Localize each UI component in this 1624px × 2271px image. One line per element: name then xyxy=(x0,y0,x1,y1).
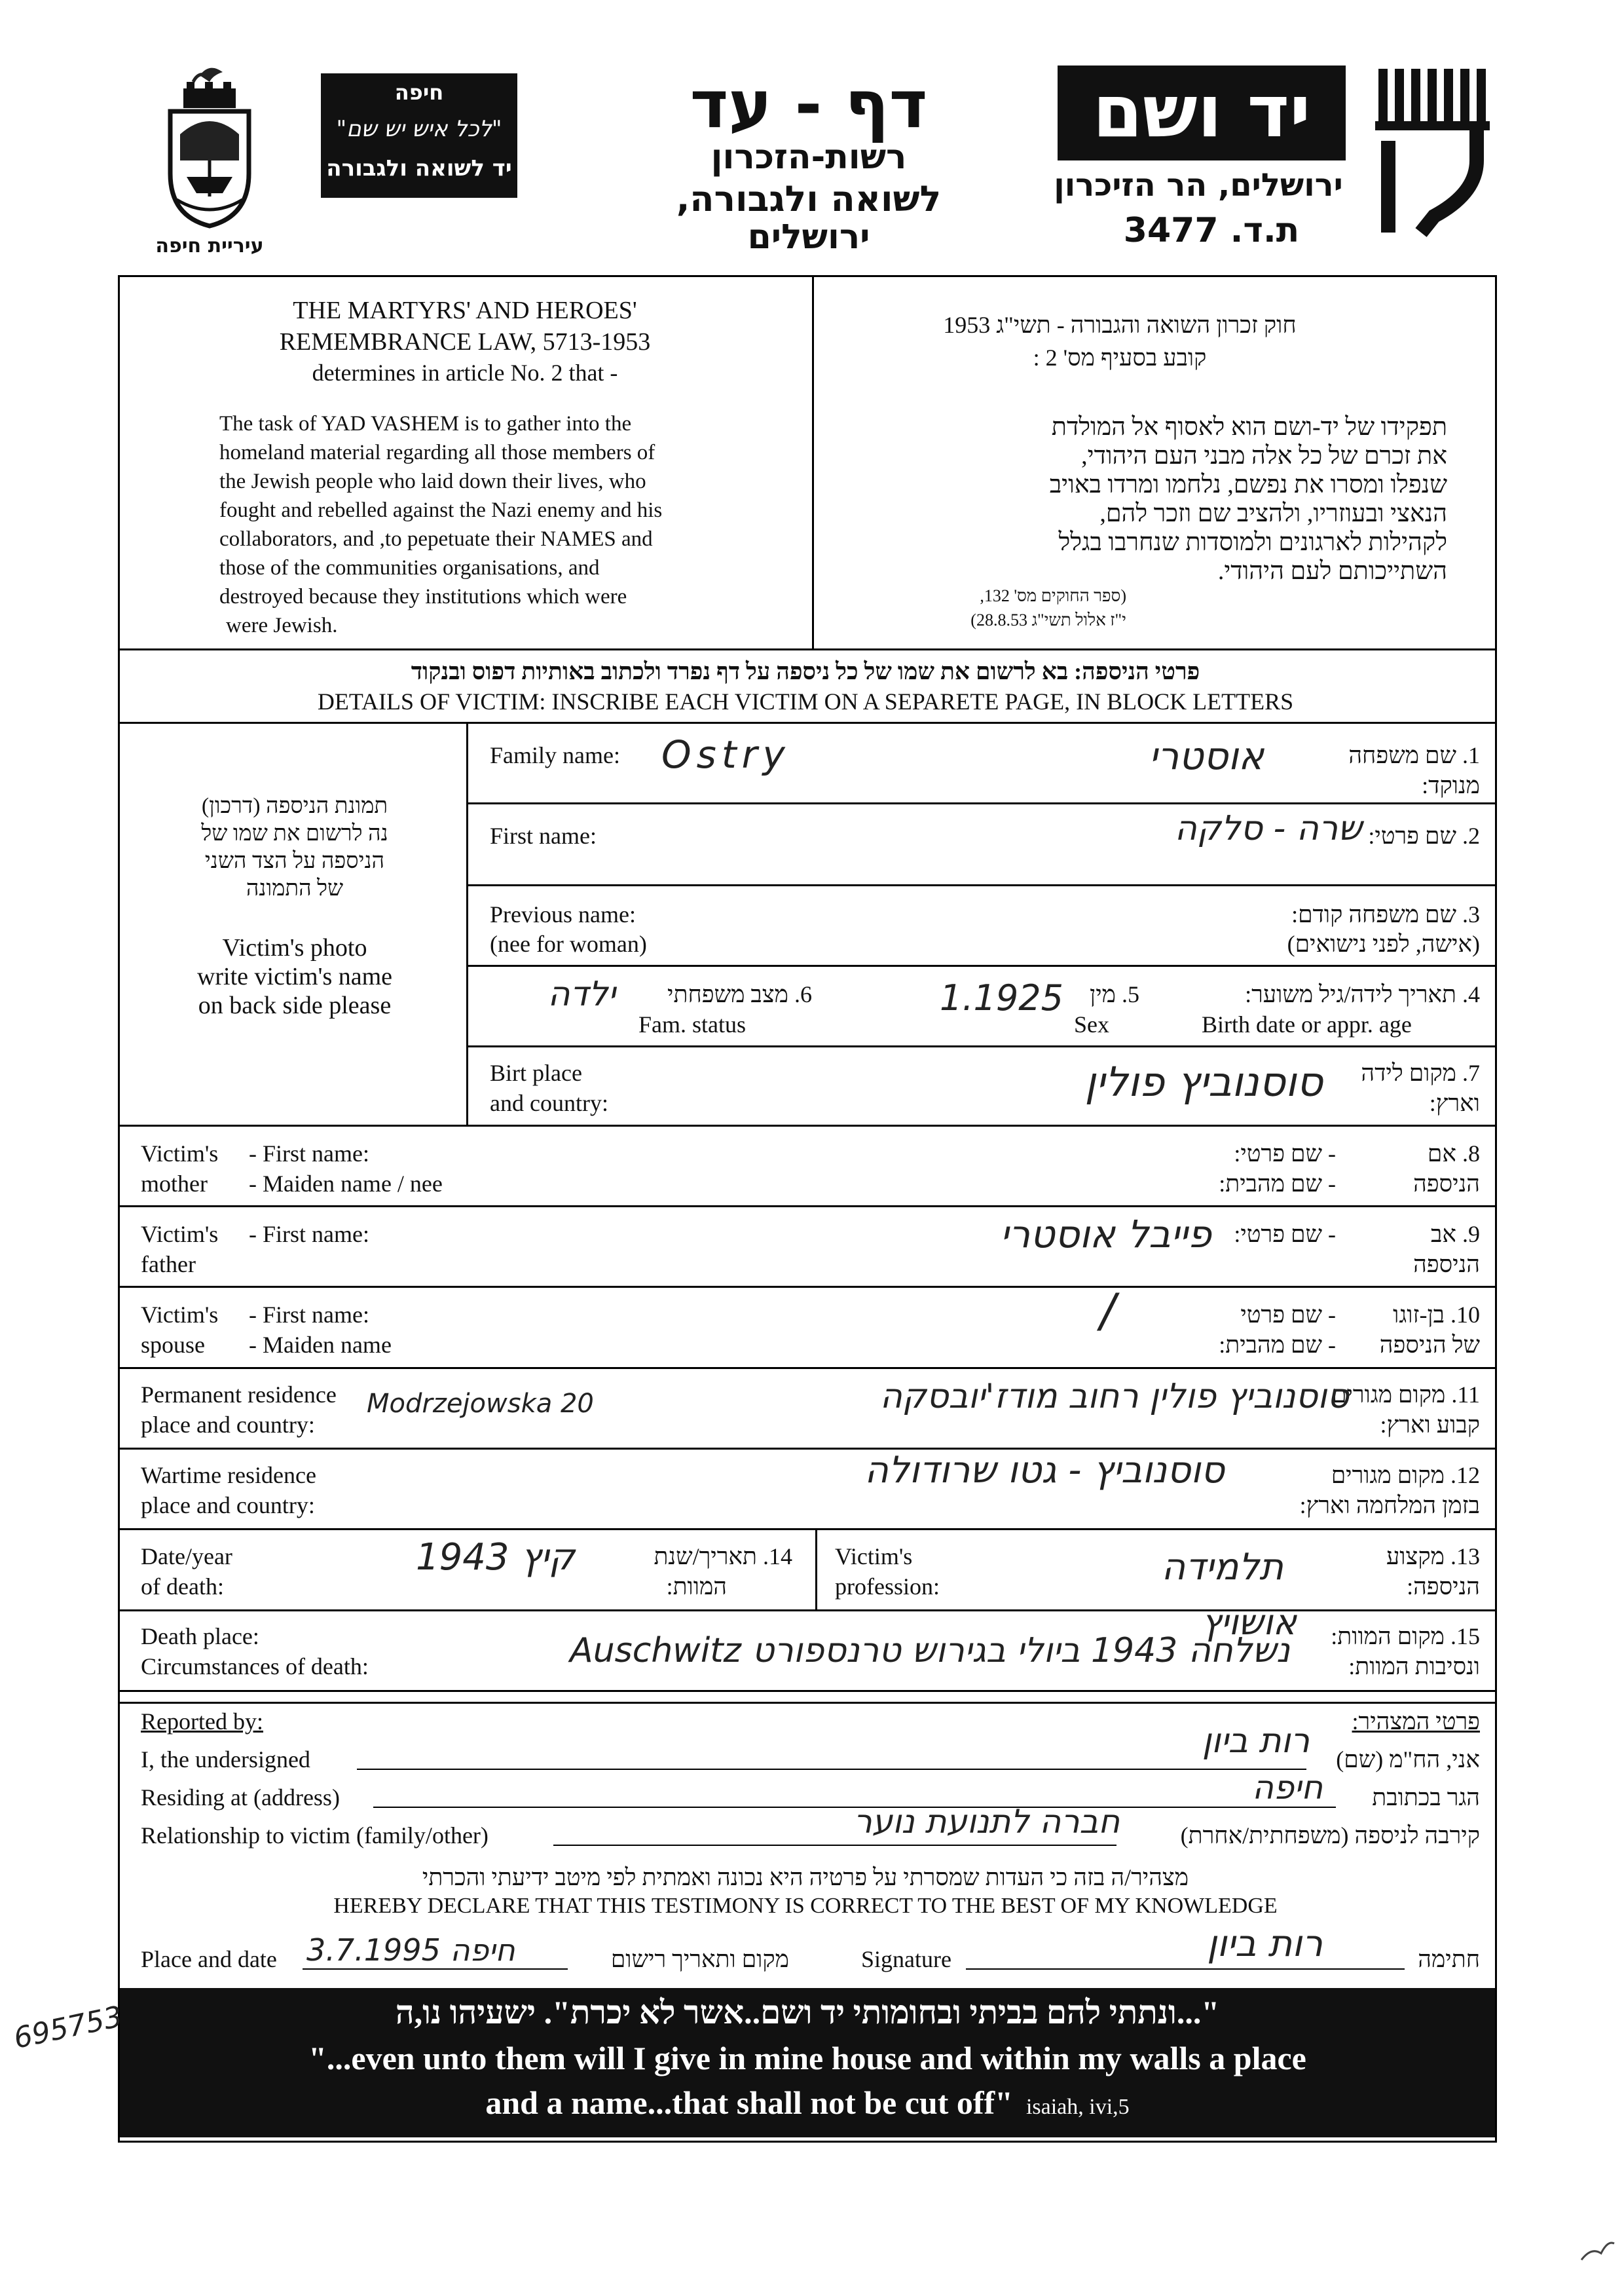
mother-maiden-label-en: - Maiden name / nee xyxy=(249,1171,443,1197)
death-place-label-he2: ונסיבות המוות: xyxy=(1348,1653,1480,1680)
signature-label-en: Signature xyxy=(861,1946,951,1972)
reporter-title-en: Reported by: xyxy=(141,1708,263,1735)
undersigned-line xyxy=(357,1769,1306,1770)
law-he-ref1: (ספר החוקים מס' 132, xyxy=(980,586,1126,605)
photo-en-line: write victim's name xyxy=(196,963,393,990)
law-he-title2: קובע בסעיף מס' 2 : xyxy=(1033,345,1207,371)
signature-label-he: חתימה xyxy=(1418,1946,1480,1972)
law-he-line: השתייכותם לעם היהודי. xyxy=(1217,557,1447,585)
photo-he-line: של התמונה xyxy=(246,876,344,901)
residing-value[interactable]: חיפה xyxy=(1252,1769,1323,1807)
birth-date-label-en: Birth date or appr. age xyxy=(1202,1011,1412,1038)
footer-quote-he: "...ונתתי להם בביתי ובחומותי יד ושם..אשר לא יכרת". ישעיהו נו,ה xyxy=(395,1994,1220,2031)
undersigned-label-en: I, the undersigned xyxy=(141,1746,310,1773)
law-he-line: לקהילות לארגונים ולמוסדות שנחרבו בגלל xyxy=(1058,529,1447,556)
mother-first-label-en: - First name: xyxy=(249,1140,369,1167)
mother-label-he-b: הניספה xyxy=(1413,1171,1480,1197)
father-first-label-he: - שם פרטי: xyxy=(1234,1221,1336,1247)
row-line xyxy=(118,1125,1497,1127)
death-date-divider xyxy=(815,1528,817,1609)
birth-place-label-en1: Birt place xyxy=(490,1060,582,1086)
photo-en-line: on back side please xyxy=(198,992,392,1019)
center-line3: ירושלים xyxy=(747,217,870,257)
law-en-title3: determines in article No. 2 that - xyxy=(312,360,618,386)
row-line xyxy=(466,802,1497,804)
row-line xyxy=(118,1367,1497,1369)
spouse-label-he-b: של הניספה xyxy=(1379,1332,1480,1358)
law-en-line: those of the communities organisations, and xyxy=(219,556,600,580)
wartime-value[interactable]: סוסנוביץ - גטו שרודולה xyxy=(864,1449,1225,1492)
law-he-line: שנפלו ומסרו את נפשם, נלחמו ומרדו באויב xyxy=(1049,471,1447,498)
spouse-label-en-b: spouse xyxy=(141,1332,205,1358)
haifa-box-line2: "לכל איש יש שם" xyxy=(336,116,502,142)
wartime-label-he1: 12. מקום מגורים xyxy=(1331,1462,1480,1488)
first-name-value[interactable]: שרה - סלקה xyxy=(1174,809,1362,848)
law-en-line: the Jewish people who laid down their lives, who xyxy=(219,470,646,493)
declaration-he: מצהיר/ה בזה כי העדות שמסרתי על פרטיה היא נכונה ואמתית לפי מיטב ידיעתי והכרתי xyxy=(422,1864,1189,1890)
yadvashem-pobox: ת.ד. 3477 xyxy=(1123,211,1300,250)
footer-quote-box xyxy=(120,1988,1495,2137)
mother-label-en-b: mother xyxy=(141,1171,208,1197)
father-label-en-a: Victim's xyxy=(141,1221,219,1247)
fam-status-value[interactable]: ילדה xyxy=(547,975,616,1014)
law-en-line: collaborators, and ,to pepetuate their NAMES and xyxy=(219,527,653,551)
death-date-label-he1: 14. תאריך/שנת xyxy=(654,1543,792,1569)
family-name-label-en: Family name: xyxy=(490,742,620,768)
first-name-label-he: 2. שם פרטי: xyxy=(1368,823,1480,849)
details-header-bottom-line xyxy=(118,722,1497,724)
haifa-box-line3: יד לשואה ולגבורה xyxy=(326,155,512,181)
details-header-he: פרטי הניספה: בא לרשום את שמו של כל ניספה על דף נפרד ולכתוב באותיות דפוס ובנקוד xyxy=(411,658,1200,685)
death-place-label-en1: Death place: xyxy=(141,1623,259,1649)
father-label-en-b: father xyxy=(141,1251,196,1277)
mother-first-label-he: - שם פרטי: xyxy=(1234,1140,1336,1167)
family-name-label-he2: מנוקד: xyxy=(1422,772,1480,798)
signature-value[interactable]: רות ביון xyxy=(1207,1923,1323,1965)
row-line xyxy=(118,1528,1497,1530)
birth-place-label-en2: and country: xyxy=(490,1090,608,1116)
profession-label-he2: הניספה: xyxy=(1407,1573,1480,1600)
death-date-value[interactable]: 1943 קיץ xyxy=(416,1536,575,1579)
law-he-ref2: י"ז אלול תשי"ג 28.8.53) xyxy=(970,610,1126,629)
law-en-line: destroyed because they institutions which were xyxy=(219,585,627,609)
center-line2: לשואה ולגבורה, xyxy=(676,178,942,219)
undersigned-label-he: אני, הח"מ (שם) xyxy=(1336,1746,1480,1773)
footer-quote-en2: and a name...that shall not be cut off" xyxy=(485,2084,1013,2121)
spouse-maiden-label-he: - שם מהבית: xyxy=(1219,1332,1336,1358)
previous-name-label-he1: 3. שם משפחה קודם: xyxy=(1291,901,1480,928)
footer-quote-en2-wrap xyxy=(120,2084,1495,2122)
profession-value[interactable]: תלמידה xyxy=(1161,1546,1283,1588)
family-name-value-he[interactable]: אוסטרי xyxy=(1149,734,1264,778)
birth-place-value[interactable]: סוסנוביץ פולין xyxy=(1084,1058,1323,1106)
yadvashem-logo-box xyxy=(1058,66,1346,160)
family-name-label-he1: 1. שם משפחה xyxy=(1348,742,1480,768)
photo-he-line: תמונת הניספה (דרכון) xyxy=(201,794,388,818)
row-line xyxy=(118,1286,1497,1288)
photo-divider-vertical xyxy=(466,722,468,1125)
law-en-line: were Jewish. xyxy=(226,614,338,637)
death-date-label-he2: המוות: xyxy=(666,1573,727,1600)
previous-name-label-en2: (nee for woman) xyxy=(490,931,647,957)
death-place-value2[interactable]: Auschwitz נשלחה 1943 ביולי בגירוש טרנספורט xyxy=(570,1631,1290,1670)
row-line xyxy=(118,1205,1497,1207)
place-date-line xyxy=(303,1968,568,1970)
spouse-maiden-label-en: - Maiden name xyxy=(249,1332,392,1358)
law-en-line: The task of YAD VASHEM is to gather into the xyxy=(219,412,632,436)
law-en-line: fought and rebelled against the Nazi enemy and his xyxy=(219,498,663,522)
undersigned-value[interactable]: רות ביון xyxy=(1202,1721,1310,1761)
death-place-label-en2: Circumstances of death: xyxy=(141,1653,369,1680)
previous-name-label-he2: (אישה, לפני נישואים) xyxy=(1287,931,1480,957)
permanent-label-en1: Permanent residence xyxy=(141,1381,337,1408)
birth-place-label-he2: וארץ: xyxy=(1429,1090,1480,1116)
photo-he-line: נה לרשום את שמו של xyxy=(201,821,388,846)
law-en-title2: REMEMBRANCE LAW, 5713-1953 xyxy=(279,328,651,356)
wartime-label-en1: Wartime residence xyxy=(141,1462,316,1488)
law-en-line: homeland material regarding all those members of xyxy=(219,441,655,464)
photo-instructions-he xyxy=(131,793,458,903)
relationship-line xyxy=(553,1845,1116,1846)
spouse-value[interactable]: / xyxy=(1100,1284,1116,1338)
place-date-label-he: מקום ותאריך רישום xyxy=(610,1946,789,1972)
law-he-title1: חוק זכרון השואה והגבורה - תשי"ג 1953 xyxy=(943,312,1297,338)
law-he-body xyxy=(877,413,1447,586)
permanent-value-latin[interactable]: Modrzejowska 20 xyxy=(367,1389,594,1419)
sex-label-he: 5. מין xyxy=(1090,981,1139,1007)
relationship-label-he: קירבה לניספה (משפחתית/אחרת) xyxy=(1180,1822,1480,1849)
wartime-label-he2: בזמן המלחמה וארץ: xyxy=(1299,1492,1480,1518)
death-date-label-en1: Date/year xyxy=(141,1543,232,1569)
sex-label-en: Sex xyxy=(1074,1011,1109,1038)
law-divider-vertical xyxy=(812,275,814,648)
permanent-label-he1: 11. מקום מגורים xyxy=(1332,1381,1480,1408)
spouse-first-label-he: - שם פרטי xyxy=(1240,1302,1336,1328)
first-name-label-en: First name: xyxy=(490,823,597,849)
birth-place-label-he1: 7. מקום לידה xyxy=(1361,1060,1480,1086)
birth-date-label-he: 4. תאריך לידה/גיל משוער: xyxy=(1245,981,1480,1007)
permanent-label-he2: קבוע וארץ: xyxy=(1380,1412,1480,1438)
profession-label-en2: profession: xyxy=(835,1573,940,1600)
haifa-box-line1: חיפה xyxy=(394,80,444,105)
father-label-he-b: הניספה xyxy=(1413,1251,1480,1277)
law-he-line: הנאצי ובעוזריו, ולהציב שם וזכר להם, xyxy=(1099,500,1447,527)
haifa-emblem xyxy=(160,62,259,233)
spouse-label-he-a: 10. בן-זוגו xyxy=(1393,1302,1480,1328)
spouse-label-en-a: Victim's xyxy=(141,1302,219,1328)
law-he-line: את זכרם של כל אלה מבני העם היהודי, xyxy=(1081,442,1447,470)
previous-name-label-en1: Previous name: xyxy=(490,901,636,928)
father-label-he-a: 9. אב xyxy=(1431,1221,1480,1247)
photo-instructions-en xyxy=(131,933,458,1020)
relationship-value[interactable]: חברה לתנועת נוער xyxy=(853,1803,1120,1841)
law-he-line: תפקידו של יד-ושם הוא לאסוף אל המולדת xyxy=(1051,413,1447,441)
death-date-label-en2: of death: xyxy=(141,1573,224,1600)
permanent-value-he[interactable]: סוסנוביץ פולין רחוב מודז'יובסקה xyxy=(879,1377,1349,1416)
law-bottom-line xyxy=(118,648,1497,650)
haifa-slogan-box xyxy=(321,73,517,198)
row-line xyxy=(466,965,1497,967)
row-line xyxy=(118,1690,1497,1692)
permanent-label-en2: place and country: xyxy=(141,1412,315,1438)
yadvashem-address: ירושלים, הר הזיכרון xyxy=(1054,167,1343,204)
father-first-label-en: - First name: xyxy=(249,1221,369,1247)
reporter-title-he: פרטי המצהיר: xyxy=(1352,1708,1480,1735)
corner-scribble-icon xyxy=(1578,2227,1617,2266)
family-name-value-latin[interactable]: Ostry xyxy=(661,732,790,777)
father-value[interactable]: פייבל אוסטרי xyxy=(1000,1212,1211,1256)
photo-he-line: הניספה על הצד השני xyxy=(204,849,385,873)
details-header-en: DETAILS OF VICTIM: INSCRIBE EACH VICTIM ON A SEPARETE PAGE, IN BLOCK LETTERS xyxy=(317,688,1294,715)
center-line1: רשות-הזכרון xyxy=(710,138,907,177)
yadvashem-logo-text: יד ושם xyxy=(1092,69,1311,153)
profession-label-he1: 13. מקצוע xyxy=(1386,1543,1480,1569)
margin-number: 695753 xyxy=(10,2000,126,2055)
spouse-first-label-en: - First name: xyxy=(249,1302,369,1328)
place-date-value[interactable]: 3.7.1995 חיפה xyxy=(306,1932,515,1968)
birth-date-value[interactable]: 1.1925 xyxy=(940,977,1063,1019)
residing-label-en: Residing at (address) xyxy=(141,1784,340,1811)
form-title: דף - עד xyxy=(690,66,928,143)
place-date-label-en: Place and date xyxy=(141,1946,277,1972)
fam-status-label-he: 6. מצב משפחתי xyxy=(667,981,812,1007)
death-place-label-he1: 15. מקום המוות: xyxy=(1331,1623,1480,1649)
footer-quote-en1: "...even unto them will I give in mine house and within my walls a place xyxy=(308,2040,1306,2076)
relationship-label-en: Relationship to victim (family/other) xyxy=(141,1822,489,1849)
row-line xyxy=(118,1702,1497,1704)
profession-label-en1: Victim's xyxy=(835,1543,913,1569)
law-en-body xyxy=(219,409,717,640)
wartime-label-en2: place and country: xyxy=(141,1492,315,1518)
city-name: עיריית חיפה xyxy=(155,235,264,257)
photo-en-line: Victim's photo xyxy=(222,934,367,962)
residing-label-he: הגר בכתובת xyxy=(1372,1784,1480,1811)
mother-label-en-a: Victim's xyxy=(141,1140,219,1167)
declaration-en: HEREBY DECLARE THAT THIS TESTIMONY IS CORRECT TO THE BEST OF MY KNOWLEDGE xyxy=(333,1894,1278,1918)
row-line xyxy=(466,884,1497,886)
mother-label-he-a: 8. אם xyxy=(1427,1140,1480,1167)
mother-maiden-label-he: - שם מהבית: xyxy=(1219,1171,1336,1197)
fam-status-label-en: Fam. status xyxy=(638,1011,747,1038)
signature-line xyxy=(966,1968,1405,1970)
footer-quote-ref: isaiah, ivi,5 xyxy=(1025,2095,1130,2119)
law-en-title1: THE MARTYRS' AND HEROES' xyxy=(293,297,637,324)
death-place-value1[interactable]: אושויץ xyxy=(1202,1602,1297,1643)
row-line xyxy=(466,1045,1497,1047)
yadvashem-menorah-icon xyxy=(1369,62,1500,239)
